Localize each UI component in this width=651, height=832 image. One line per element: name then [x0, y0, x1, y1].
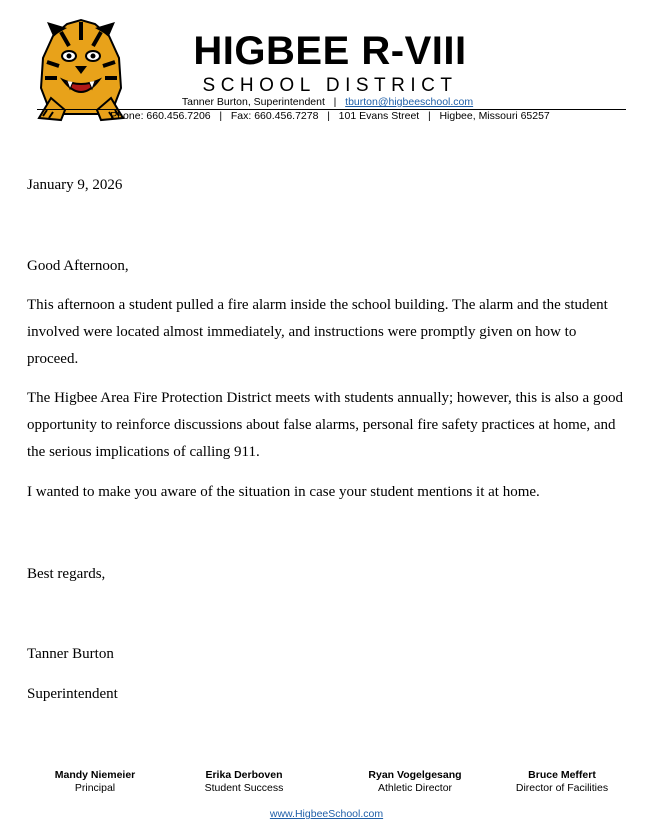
letter-paragraph: The Higbee Area Fire Protection District meets with students annually; however, this is also a good opportunity to reinforce discussions about false alarms, personal fire safety practices at home, and the serious implications of calling 911. [27, 390, 623, 460]
staff-name: Bruce Meffert [528, 769, 596, 781]
letter-paragraph: This afternoon a student pulled a fire alarm inside the school building. The alarm and the student involved were located almost immediately, and instructions were promptly given on how to proceed. [27, 297, 608, 367]
letter-closing: Best regards, [27, 566, 106, 582]
staff-name: Ryan Vogelgesang [368, 769, 462, 781]
staff-member [184, 769, 304, 795]
letter-date: January 9, 2026 [27, 177, 123, 193]
letter-greeting: Good Afternoon, [27, 258, 129, 274]
superintendent-line: Tanner Burton, Superintendent [181, 96, 325, 108]
staff-name: Mandy Niemeier [54, 769, 136, 781]
staff-member [350, 769, 480, 795]
contact-line: Phone: 660.456.7206 | Fax: 660.456.7278 | 101 Evans Street | Higbee, Missouri 65257 [110, 110, 550, 122]
district-name: HIGBEE R-VIII [193, 29, 467, 73]
staff-member [35, 769, 155, 795]
signer-name: Tanner Burton [27, 646, 114, 662]
superintendent-contact [130, 96, 525, 109]
staff-name: Erika Derboven [205, 769, 283, 781]
staff-role: Student Success [204, 782, 284, 794]
letter-paragraph: I wanted to make you aware of the situation in case your student mentions it at home. [27, 484, 540, 500]
district-subtitle: SCHOOL DISTRICT [202, 75, 458, 96]
separator: | [333, 96, 337, 108]
website-link[interactable]: www.HigbeeSchool.com [269, 808, 384, 820]
tiger-mascot-icon [33, 18, 129, 122]
staff-role: Principal [74, 782, 116, 794]
staff-role: Athletic Director [377, 782, 453, 794]
staff-role: Director of Facilities [515, 782, 609, 794]
staff-member [497, 769, 627, 795]
signer-title: Superintendent [27, 686, 118, 702]
website-footer [200, 808, 453, 821]
email-link[interactable]: tburton@higbeeschool.com [345, 96, 474, 108]
